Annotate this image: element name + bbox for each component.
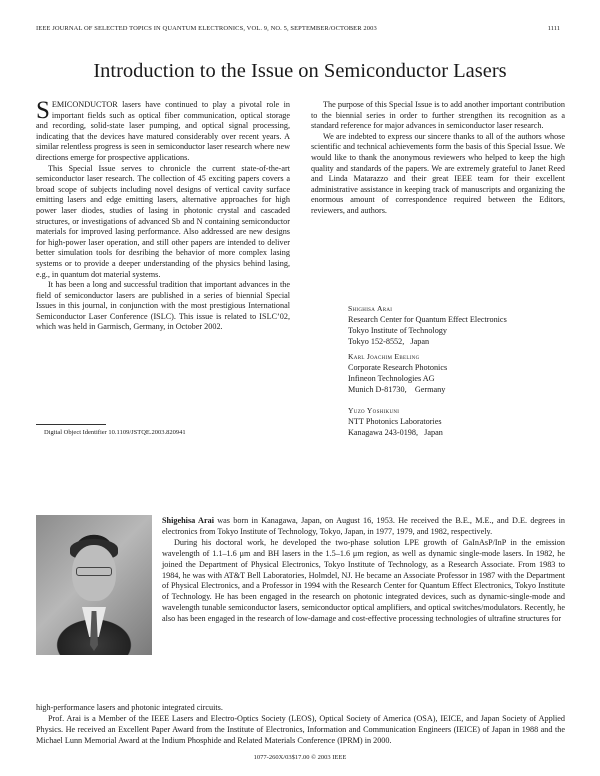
purpose-paragraph: The purpose of this Special Issue is to add another important contribution to the biennial series in order to further strengthen its recognition as a standard reference for major advances in semiconductor laser research. xyxy=(311,100,565,131)
signature-line: Munich D-81730, Germany xyxy=(348,385,446,394)
author-bio-continued xyxy=(36,703,565,747)
bio-paragraph-2: During his doctoral work, he developed the two-phase solution LPE growth of GaInAsP/InP in the emission wavelength of 1.1–1.6 μm and BH lasers in the 1.5–1.6 μm region, as well as dynamic single-mode lasers. In 1982, he joined the Department of Physical Electronics, Tokyo Institute of Technology, as a Research Associate. From 1983 to 1984, he was with AT&T Bell Laboratories, Holmdel, NJ. He became an Associate Professor in 1987 with the Department of Physical Electronics, and a Professor in 1994 with the Research Center for Quantum Effect Electronics, Tokyo Institute of Technology. He has been engaged in the research on photonic integrated devices, such as dynamic-single-mode and wavelength tunable semiconductor lasers, semiconductor optical amplifiers, and optical switches/modulators. Recently, he also has been engaged in the research of low-damage and cost-effective processing technologies of ultrafine structures for xyxy=(162,537,565,624)
signature-name: Shighisa Arai xyxy=(348,304,393,313)
bio-text: was born in Kanagawa, Japan, on August 16, 1953. He received the B.E., M.E., and D.E. degrees in electronics from Tokyo Institute of Technology, Tokyo, Japan, in 1977, 1979, and 1982, respectively. xyxy=(162,516,565,536)
signature-line: NTT Photonics Laboratories xyxy=(348,417,442,426)
journal-header: IEEE JOURNAL OF SELECTED TOPICS IN QUANTUM ELECTRONICS, VOL. 9, NO. 5, SEPTEMBER/OCTOBER 2003 xyxy=(36,25,377,32)
left-column xyxy=(36,97,290,333)
signature-line: Tokyo 152-8552, Japan xyxy=(348,337,430,346)
author-bio xyxy=(162,516,565,625)
signature-line: Tokyo Institute of Technology xyxy=(348,326,447,335)
right-column xyxy=(311,100,565,217)
thanks-paragraph: We are indebted to express our sincere thanks to all of the authors whose scientific and technical achievements form the basis of this Special Issue. We would like to thank the anonymous reviewers who helped to keep the high quality and standards of the papers. We are extremely grateful to Janet Reed and Linda Matarazzo and their great IEEE team for their excellent administrative assistance in keeping track of manuscripts and organizing the enormous amount of correspondence required between the Editors, reviewers, and authors. xyxy=(311,131,565,215)
signature-block-2 xyxy=(348,351,447,395)
article-title: Introduction to the Issue on Semiconductor Lasers xyxy=(93,60,507,82)
signature-block-1 xyxy=(348,303,507,347)
signature-block-3 xyxy=(348,405,443,438)
bio-paragraph-2-continued: high-performance lasers and photonic integrated circuits. xyxy=(36,703,223,712)
signature-name: Yuzo Yoshikuni xyxy=(348,406,400,415)
intro-paragraph-1 xyxy=(36,97,290,164)
photo-glasses xyxy=(76,567,112,576)
footnote-rule xyxy=(36,424,106,425)
signature-line: Infineon Technologies AG xyxy=(348,374,435,383)
intro-smallcaps: EMICONDUCTOR xyxy=(51,100,118,109)
bio-author-name: Shigehisa Arai xyxy=(162,516,214,525)
copyright-line: 1077-260X/03$17.00 © 2003 IEEE xyxy=(253,754,347,761)
dropcap: S xyxy=(36,97,50,124)
page-number: 1111 xyxy=(547,25,560,32)
footnote-doi: Digital Object Identifier 10.1109/JSTQE.2003.820941 xyxy=(44,429,186,436)
signature-line: Research Center for Quantum Effect Electronics xyxy=(348,315,507,324)
bio-paragraph-3: Prof. Arai is a Member of the IEEE Lasers and Electro-Optics Society (LEOS), Optical Society of America (OSA), IEICE, and Japan Society of Applied Physics. He received an Excellent Paper Award from the Institute of Electronics, Information and Communication Engineers (IEICE) of Japan in 1988 and the Michael Lunn Memorial Award at the Indium Phosphide and Related Materials Conference (IPRM) in 2000. xyxy=(36,713,565,745)
author-photo xyxy=(36,515,152,655)
bio-paragraph-1 xyxy=(162,516,565,538)
intro-text: lasers have continued to play a pivotal role in important fields such as optical fiber communication, optical storage and recording, solid-state laser pumping, and optical signal processing, indicating that the devices have matured considerably over recent years. A similar relentless progress is seen in semiconductor laser research where new directions emerge for prospective applications. xyxy=(36,100,290,162)
signature-line: Kanagawa 243-0198, Japan xyxy=(348,428,443,437)
signature-line: Corporate Research Photonics xyxy=(348,363,448,372)
intro-paragraph-2: This Special Issue serves to chronicle the current state-of-the-art semiconductor laser research. The collection of 45 exciting papers covers a broad scope of subjects including novel designs of vertical cavity surface emitting lasers and edge emitting lasers, alternative approaches for high power laser diodes, studies of lasing in photonic crystal and cascaded structures, or investigations of advanced Sb and N containing semiconductor materials for improved lasing performance. Also addressed are new designs for high-power laser operation, and still other papers are intended to deliver better simulation tools for desribing the behavior of more complex lasing systems or to provide a deeper understanding of the physics behind lasing, e.g., in quantum dot material systems. xyxy=(36,163,290,279)
intro-paragraph-3: It has been a long and successful tradition that important advances in the field of semiconductor lasers are published in a series of biennial Special Issues in this journal, in conjunction with the most prestigious International Semiconductor Laser Conference (ISLC). This issue is related to ISLC’02, which was held in Garmisch, Germany, in October 2002. xyxy=(36,280,290,332)
signature-name: Karl Joachim Ebeling xyxy=(348,352,420,361)
